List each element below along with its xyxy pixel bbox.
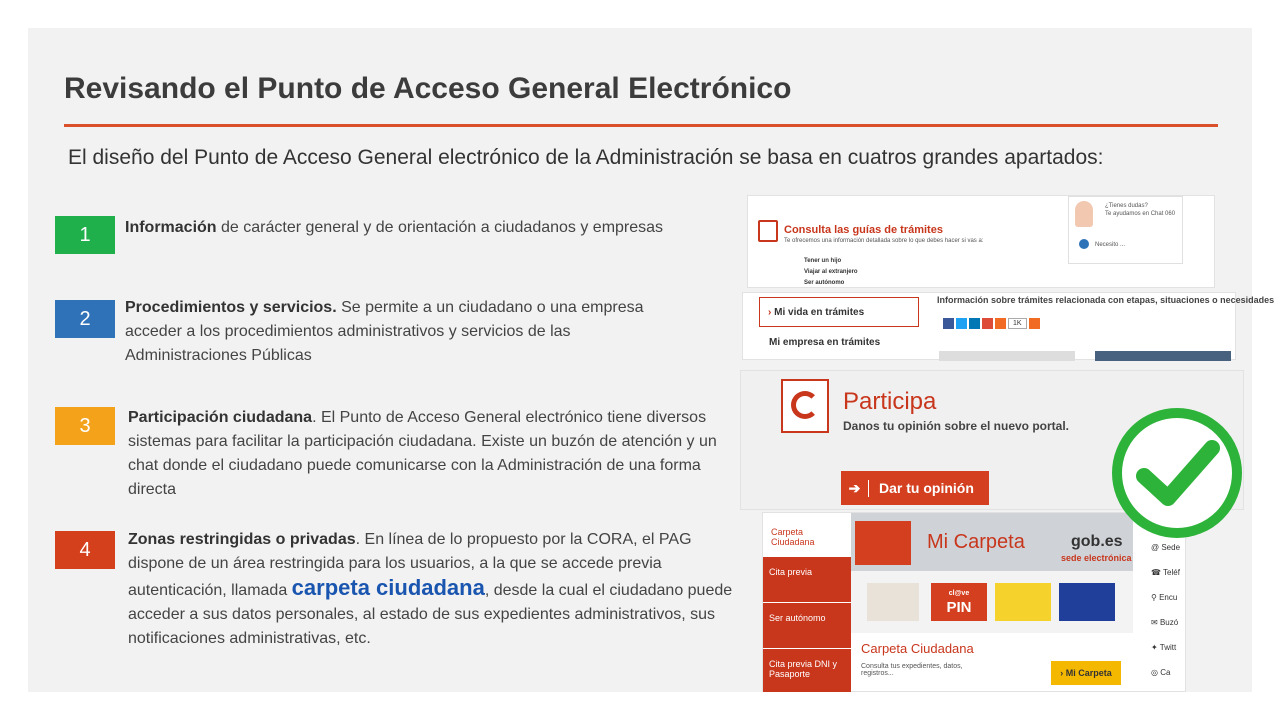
mi-carpeta-title: Mi Carpeta — [927, 531, 1025, 553]
slide-title: Revisando el Punto de Acceso General Electrónico — [64, 72, 792, 105]
dar-opinion-label: Dar tu opinión — [879, 480, 974, 496]
tab-mi-vida-label: Mi vida en trámites — [774, 307, 865, 318]
mi-carpeta-button[interactable] — [1051, 661, 1121, 685]
guias-heading: Consulta las guías de trámites — [784, 224, 943, 236]
facebook-icon[interactable] — [943, 318, 954, 329]
carpeta-ciudadana-link[interactable]: carpeta ciudadana — [291, 575, 485, 600]
tab-cita-dni[interactable]: Cita previa DNI y Pasaporte — [763, 649, 851, 693]
item-3-body: . El Punto de Acceso General electrónico tiene diversos sistemas para facilitar la participación ciudadana. Existe un buzón de atención y un chat donde el ciudadano puede comunicarse con la Administración de una forma directa — [128, 409, 717, 498]
screenshot-mi-vida — [742, 292, 1275, 360]
item-3-bold: Participación ciudadana — [128, 409, 313, 426]
clave-pin-tile — [931, 583, 987, 621]
chevron-right-icon: › — [768, 307, 772, 318]
mi-carpeta-banner — [851, 513, 1133, 571]
card-tile — [867, 583, 919, 621]
participa-hands-shape — [791, 391, 819, 419]
folder-icon — [855, 521, 911, 565]
item-4-text — [128, 528, 740, 651]
social-share-bar — [943, 318, 1040, 329]
telefono-item[interactable]: ☎ Teléf — [1151, 568, 1180, 577]
participa-heading: Participa — [843, 388, 937, 415]
thumb-2 — [1095, 351, 1231, 361]
sede-item[interactable]: @ Sede — [1151, 543, 1181, 552]
telefono-label: Teléf — [1163, 568, 1180, 577]
encuentra-label: Encu — [1159, 593, 1178, 602]
guias-list — [804, 256, 858, 289]
tab-carpeta-ciudadana[interactable]: Carpeta Ciudadana — [763, 513, 851, 557]
tab-mi-vida[interactable] — [759, 297, 919, 327]
encuentra-item[interactable]: ⚲ Encu — [1151, 593, 1178, 602]
help-chat[interactable]: Te ayudamos en Chat 060 — [1105, 211, 1176, 217]
thumb-1 — [939, 351, 1075, 361]
guias-bullet-1[interactable]: Tener un hijo — [804, 258, 842, 264]
item-4-bold: Zonas restringidas o privadas — [128, 531, 356, 548]
side-contact-list — [1151, 535, 1180, 685]
gob-sub: sede electrónica — [1061, 553, 1132, 563]
check-mark — [1122, 418, 1232, 528]
assistant-avatar — [1075, 201, 1093, 227]
item-3-text — [128, 406, 740, 502]
item-2-bold: Procedimientos y servicios. — [125, 299, 337, 316]
tab-ser-autonomo[interactable]: Ser autónomo — [763, 603, 851, 649]
tab-mi-empresa[interactable]: Mi empresa en trámites — [769, 337, 881, 348]
item-4-body-a: . En línea de lo propuesto por la CORA, el PAG dispone de un área restringida para los usuarios, a la que se accede previa autenticación, llamada — [128, 531, 692, 599]
gob-logo: gob.es — [1071, 533, 1123, 550]
twitter-item[interactable]: ✦ Twitt — [1151, 643, 1177, 652]
services-strip — [851, 571, 1133, 633]
linkedin-icon[interactable] — [969, 318, 980, 329]
item-2-body: Se permite a un ciudadano o una empresa acceder a los procedimientos administrativos y servicios de las Administraciones Públicas — [125, 299, 644, 364]
title-underline — [64, 124, 1218, 127]
participa-hands-icon — [781, 379, 829, 433]
item-1-text — [125, 216, 718, 240]
arrow-icon: › — [1060, 668, 1066, 678]
carpeta-section-text: Consulta tus expedientes, datos, registros... — [861, 663, 963, 677]
checklist-icon — [758, 220, 778, 242]
screenshot-guias — [747, 195, 1215, 288]
clave-label: cl@ve — [948, 590, 970, 597]
screenshot-mi-carpeta — [762, 512, 1186, 692]
ca-label: Ca — [1160, 668, 1171, 677]
item-4-body-b: , desde la cual el ciudadano puede acceder a sus datos personales, al estado de sus expedientes administrativos, sus notificaciones administrativas, etc. — [128, 582, 733, 647]
tramites-info: Información sobre trámites relacionada con etapas, situaciones o necesidades — [937, 295, 1275, 305]
share-count: 1K — [1008, 318, 1027, 329]
participa-sub: Danos tu opinión sobre el nuevo portal. — [843, 419, 1070, 433]
carpeta-section-title: Carpeta Ciudadana — [861, 641, 974, 656]
twitter-icon[interactable] — [956, 318, 967, 329]
twitter-label: Twitt — [1159, 643, 1177, 652]
ca-item[interactable]: ◎ Ca — [1151, 668, 1171, 677]
item-number-2: 2 — [55, 300, 115, 338]
mi-carpeta-button-label: Mi Carpeta — [1065, 668, 1112, 678]
item-number-3: 3 — [55, 407, 115, 445]
buzon-item[interactable]: ✉ Buzó — [1151, 618, 1179, 627]
guias-bullet-3[interactable]: Ser autónomo — [804, 280, 845, 286]
dar-opinion-button[interactable] — [841, 471, 989, 505]
item-2-text — [125, 296, 695, 368]
item-number-4: 4 — [55, 531, 115, 569]
help-need[interactable]: Necesito ... — [1095, 242, 1126, 248]
buzon-label: Buzó — [1159, 618, 1179, 627]
intro-text: El diseño del Punto de Acceso General electrónico de la Administración se basa en cuatros grandes apartados: — [68, 146, 1104, 169]
green-check-icon — [1112, 408, 1242, 538]
share-icon[interactable] — [995, 318, 1006, 329]
item-number-1: 1 — [55, 216, 115, 254]
googleplus-icon[interactable] — [982, 318, 993, 329]
add-icon[interactable] — [1029, 318, 1040, 329]
help-box — [1068, 196, 1183, 264]
sede-label: Sede — [1161, 543, 1181, 552]
pin-label: PIN — [946, 599, 972, 616]
item-1-body: de carácter general y de orientación a ciudadanos y empresas — [216, 219, 664, 236]
id-tile — [995, 583, 1051, 621]
guias-bullet-2[interactable]: Viajar al extranjero — [804, 269, 858, 275]
tab-cita-previa[interactable]: Cita previa — [763, 557, 851, 603]
help-question: ¿Tienes dudas? — [1105, 203, 1148, 209]
arrow-right-icon: ➔ — [841, 480, 869, 497]
guias-sub: Te ofrecemos una información detallada sobre lo que debes hacer si vas a: — [784, 238, 984, 244]
eu-flag-tile — [1059, 583, 1115, 621]
info-icon — [1079, 239, 1089, 249]
item-1-bold: Información — [125, 219, 217, 236]
